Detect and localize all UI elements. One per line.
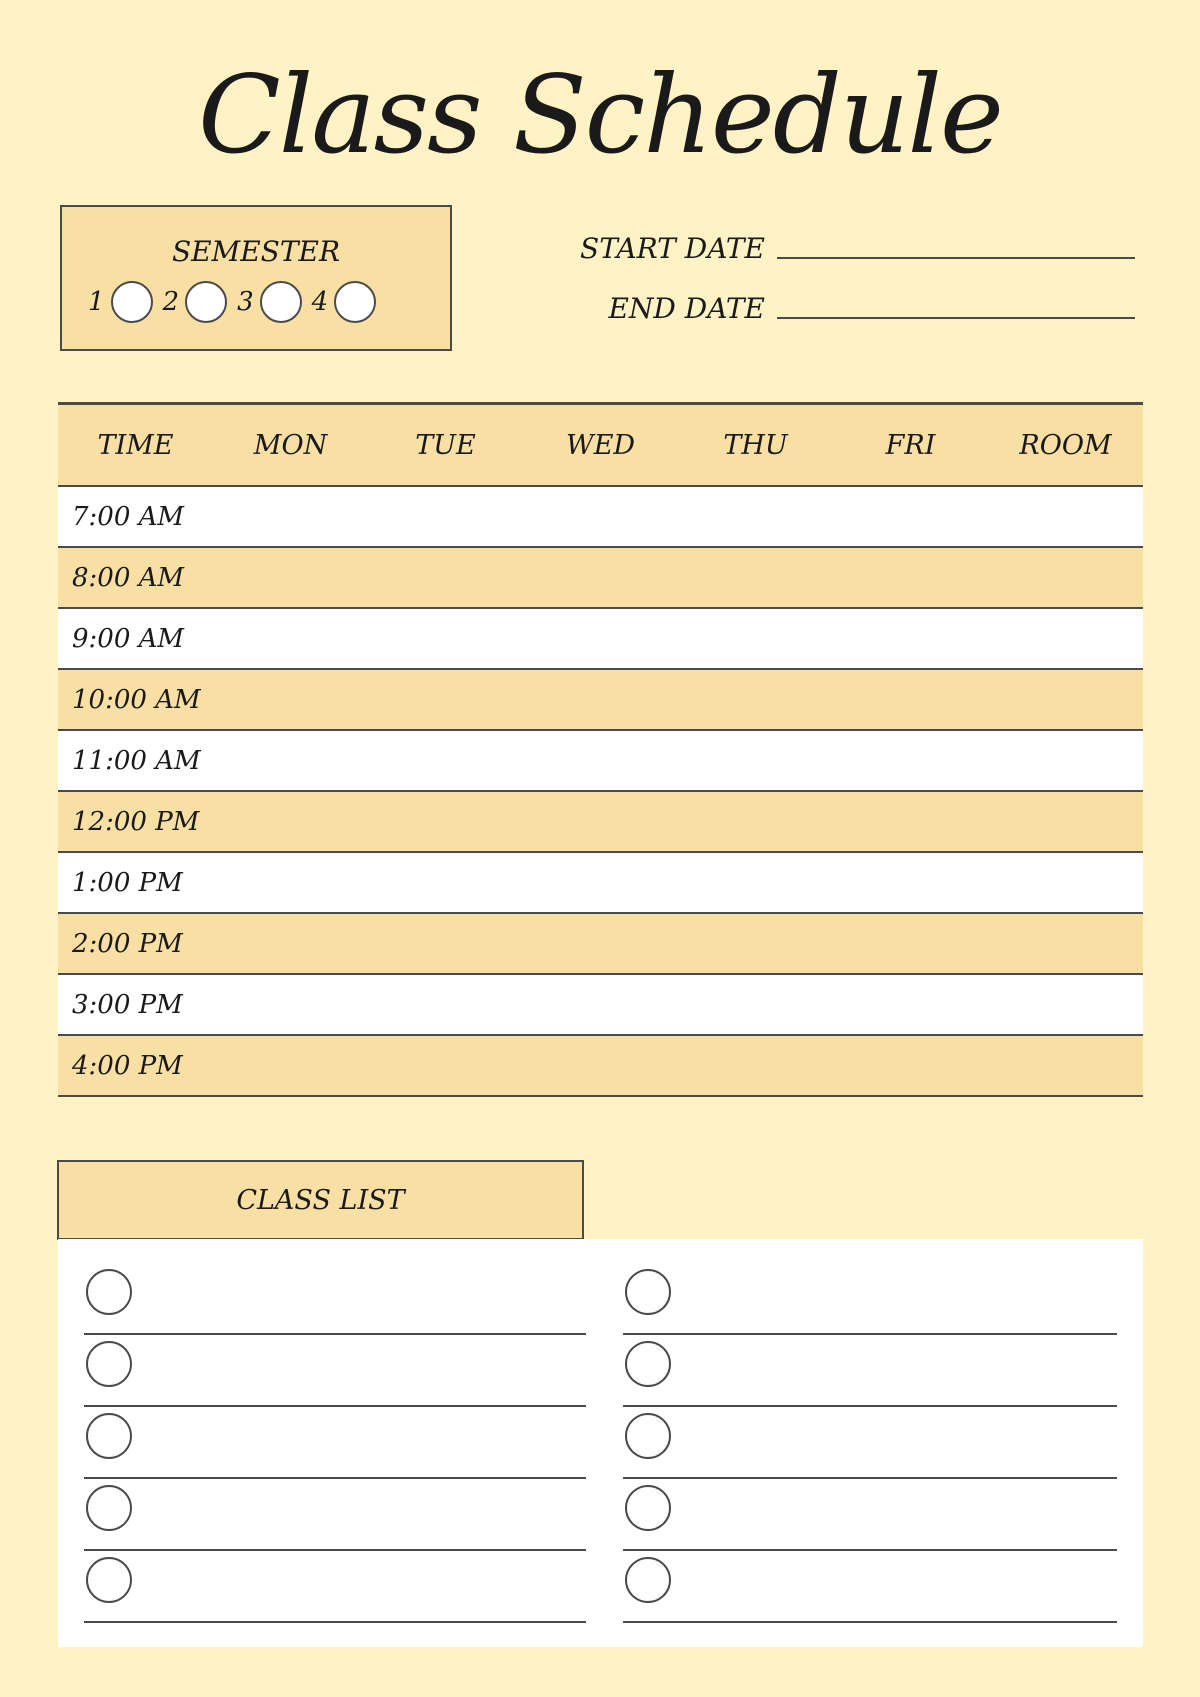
class-list-item[interactable] [84, 1263, 586, 1335]
class-checkbox[interactable] [86, 1485, 132, 1531]
fri-cell[interactable] [833, 669, 988, 730]
mon-cell[interactable] [213, 1035, 368, 1096]
schedule-header-row [58, 404, 1143, 487]
end-date-label: END DATE [608, 292, 765, 325]
column-header-mon: MON [213, 404, 368, 487]
mon-cell[interactable] [213, 486, 368, 547]
wed-cell[interactable] [523, 547, 678, 608]
schedule-row [58, 913, 1143, 974]
tue-cell[interactable] [368, 730, 523, 791]
class-checkbox[interactable] [86, 1269, 132, 1315]
tue-cell[interactable] [368, 974, 523, 1035]
wed-cell[interactable] [523, 608, 678, 669]
wed-cell[interactable] [523, 669, 678, 730]
room-cell[interactable] [988, 669, 1143, 730]
semester-radio-3[interactable] [260, 281, 302, 323]
schedule-row [58, 547, 1143, 608]
fri-cell[interactable] [833, 791, 988, 852]
tue-cell[interactable] [368, 1035, 523, 1096]
fri-cell[interactable] [833, 730, 988, 791]
schedule-row [58, 608, 1143, 669]
mon-cell[interactable] [213, 669, 368, 730]
mon-cell[interactable] [213, 791, 368, 852]
thu-cell[interactable] [678, 791, 833, 852]
thu-cell[interactable] [678, 913, 833, 974]
page-title: Class Schedule [198, 53, 1002, 178]
thu-cell[interactable] [678, 669, 833, 730]
mon-cell[interactable] [213, 852, 368, 913]
time-cell: 8:00 AM [58, 547, 213, 608]
start-date-field[interactable] [777, 255, 1135, 259]
class-list-item[interactable] [623, 1551, 1117, 1623]
room-cell[interactable] [988, 852, 1143, 913]
semester-option-number: 3 [237, 287, 254, 317]
room-cell[interactable] [988, 486, 1143, 547]
room-cell[interactable] [988, 730, 1143, 791]
tue-cell[interactable] [368, 486, 523, 547]
class-checkbox[interactable] [86, 1341, 132, 1387]
fri-cell[interactable] [833, 1035, 988, 1096]
column-header-fri: FRI [833, 404, 988, 487]
schedule-row [58, 852, 1143, 913]
column-header-time: TIME [58, 404, 213, 487]
thu-cell[interactable] [678, 486, 833, 547]
start-date-label: START DATE [580, 232, 765, 265]
wed-cell[interactable] [523, 913, 678, 974]
wed-cell[interactable] [523, 852, 678, 913]
class-list-column-right [623, 1263, 1117, 1623]
thu-cell[interactable] [678, 608, 833, 669]
fri-cell[interactable] [833, 608, 988, 669]
semester-option-number: 1 [88, 287, 105, 317]
semester-option-4 [312, 281, 377, 323]
time-cell: 10:00 AM [58, 669, 213, 730]
tue-cell[interactable] [368, 791, 523, 852]
class-list-panel [58, 1239, 1143, 1647]
semester-option-3 [237, 281, 302, 323]
fri-cell[interactable] [833, 486, 988, 547]
schedule-row [58, 486, 1143, 547]
start-date-row [560, 232, 1135, 265]
semester-option-number: 4 [311, 287, 329, 317]
time-cell: 3:00 PM [58, 974, 213, 1035]
semester-radio-2[interactable] [185, 281, 227, 323]
class-checkbox[interactable] [625, 1269, 671, 1315]
semester-option-1 [88, 281, 153, 323]
semester-options [88, 281, 386, 323]
class-list-item[interactable] [623, 1479, 1117, 1551]
thu-cell[interactable] [678, 1035, 833, 1096]
column-header-room: ROOM [988, 404, 1143, 487]
wed-cell[interactable] [523, 730, 678, 791]
wed-cell[interactable] [523, 974, 678, 1035]
semester-box [60, 205, 452, 351]
time-cell: 12:00 PM [58, 791, 213, 852]
tue-cell[interactable] [368, 852, 523, 913]
time-cell: 11:00 AM [58, 730, 213, 791]
room-cell[interactable] [988, 608, 1143, 669]
fri-cell[interactable] [833, 974, 988, 1035]
column-header-tue: TUE [368, 404, 523, 487]
class-checkbox[interactable] [625, 1557, 671, 1603]
time-cell: 2:00 PM [58, 913, 213, 974]
semester-radio-1[interactable] [111, 281, 153, 323]
end-date-row [560, 292, 1135, 325]
wed-cell[interactable] [523, 791, 678, 852]
mon-cell[interactable] [213, 608, 368, 669]
schedule-row [58, 730, 1143, 791]
class-list-item[interactable] [84, 1551, 586, 1623]
fri-cell[interactable] [833, 852, 988, 913]
time-cell: 4:00 PM [58, 1035, 213, 1096]
class-checkbox[interactable] [625, 1341, 671, 1387]
schedule-row [58, 1035, 1143, 1096]
tue-cell[interactable] [368, 547, 523, 608]
fri-cell[interactable] [833, 547, 988, 608]
class-list-item[interactable] [84, 1479, 586, 1551]
class-list-item[interactable] [623, 1263, 1117, 1335]
schedule-row [58, 791, 1143, 852]
column-header-thu: THU [678, 404, 833, 487]
tue-cell[interactable] [368, 608, 523, 669]
class-checkbox[interactable] [625, 1485, 671, 1531]
thu-cell[interactable] [678, 852, 833, 913]
class-list-column-left [84, 1263, 586, 1623]
wed-cell[interactable] [523, 1035, 678, 1096]
schedule-body [58, 486, 1143, 1096]
schedule-row [58, 974, 1143, 1035]
class-checkbox[interactable] [625, 1413, 671, 1459]
wed-cell[interactable] [523, 486, 678, 547]
fri-cell[interactable] [833, 913, 988, 974]
semester-label: SEMESTER [171, 235, 341, 268]
schedule-table [58, 402, 1143, 1097]
class-list-header: CLASS LIST [57, 1160, 584, 1240]
room-cell[interactable] [988, 1035, 1143, 1096]
time-cell: 7:00 AM [58, 486, 213, 547]
class-list-item[interactable] [623, 1407, 1117, 1479]
class-checkbox[interactable] [86, 1413, 132, 1459]
tue-cell[interactable] [368, 669, 523, 730]
mon-cell[interactable] [213, 974, 368, 1035]
mon-cell[interactable] [213, 730, 368, 791]
thu-cell[interactable] [678, 730, 833, 791]
mon-cell[interactable] [213, 547, 368, 608]
class-list-item[interactable] [84, 1335, 586, 1407]
class-list-item[interactable] [623, 1335, 1117, 1407]
schedule-row [58, 669, 1143, 730]
class-checkbox[interactable] [86, 1557, 132, 1603]
semester-option-number: 2 [162, 287, 180, 317]
room-cell[interactable] [988, 913, 1143, 974]
room-cell[interactable] [988, 974, 1143, 1035]
mon-cell[interactable] [213, 913, 368, 974]
semester-option-2 [163, 281, 228, 323]
thu-cell[interactable] [678, 547, 833, 608]
room-cell[interactable] [988, 547, 1143, 608]
tue-cell[interactable] [368, 913, 523, 974]
time-cell: 9:00 AM [58, 608, 213, 669]
room-cell[interactable] [988, 791, 1143, 852]
column-header-wed: WED [523, 404, 678, 487]
end-date-field[interactable] [777, 315, 1135, 319]
thu-cell[interactable] [678, 974, 833, 1035]
time-cell: 1:00 PM [58, 852, 213, 913]
class-list-item[interactable] [84, 1407, 586, 1479]
semester-radio-4[interactable] [334, 281, 376, 323]
